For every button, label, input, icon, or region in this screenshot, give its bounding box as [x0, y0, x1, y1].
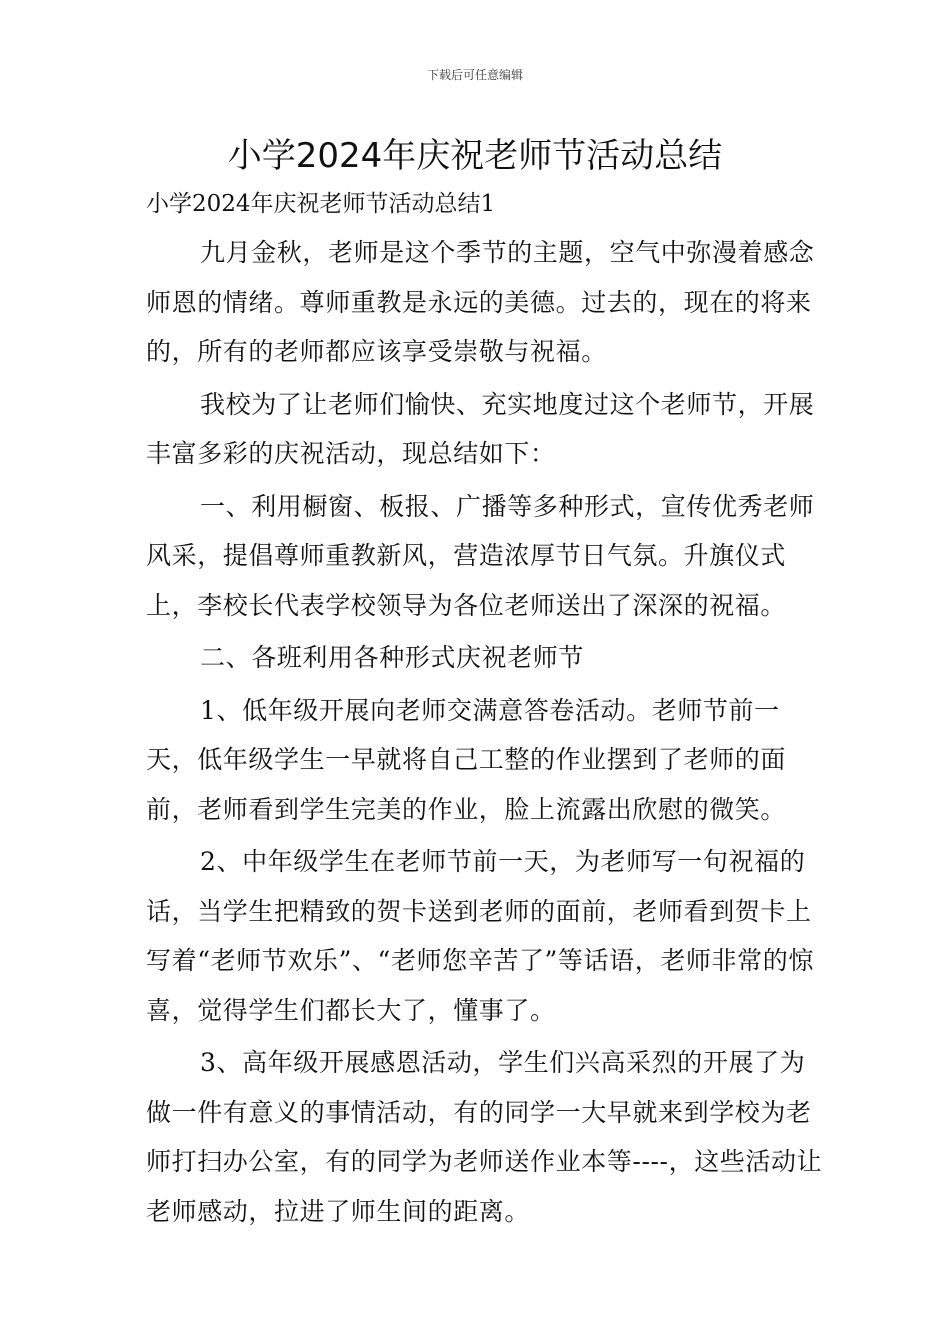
- paragraph-item-1: 一、利用橱窗、板报、广播等多种形式，宣传优秀老师风采，提倡尊师重教新风，营造浓厚节日气氛。升旗仪式上，李校长代表学校领导为各位老师送出了深深的祝福。: [146, 491, 815, 620]
- section-heading: 小学2024年庆祝老师节活动总结1: [146, 191, 496, 217]
- header-note: 下载后可任意编辑: [426, 68, 523, 82]
- paragraph-purpose: 我校为了让老师们愉快、充实地度过这个老师节，开展丰富多彩的庆祝活动，现总结如下：: [146, 389, 815, 468]
- paragraph-upper-grade: 3、高年级开展感恩活动，学生们兴高采烈的开展了为做一件有意义的事情活动，有的同学一大早就来到学校为老师打扫办公室，有的同学为老师送作业本等----，这些活动让老师感动，拉进了师生间的距离。: [146, 1048, 823, 1226]
- paragraph-lower-grade: 1、低年级开展向老师交满意答卷活动。老师节前一天，低年级学生一早就将自己工整的作业摆到了老师的面前，老师看到学生完美的作业，脸上流露出欣慰的微笑。: [146, 695, 787, 824]
- paragraph-item-2-heading: 二、各班利用各种形式庆祝老师节: [200, 643, 585, 672]
- document-body: [146, 228, 826, 1239]
- paragraph-middle-grade: 2、中年级学生在老师节前一天，为老师写一句祝福的话，当学生把精致的贺卡送到老师的面前，老师看到贺卡上写着“老师节欢乐”、“老师您辛苦了”等话语，老师非常的惊喜，觉得学生们都长大了，懂事了。: [146, 847, 814, 1025]
- document-title: 小学2024年庆祝老师节活动总结: [227, 136, 723, 176]
- paragraph-intro: 九月金秋，老师是这个季节的主题，空气中弥漫着感念师恩的情绪。尊师重教是永远的美德。过去的，现在的将来的，所有的老师都应该享受崇敬与祝福。: [146, 238, 815, 366]
